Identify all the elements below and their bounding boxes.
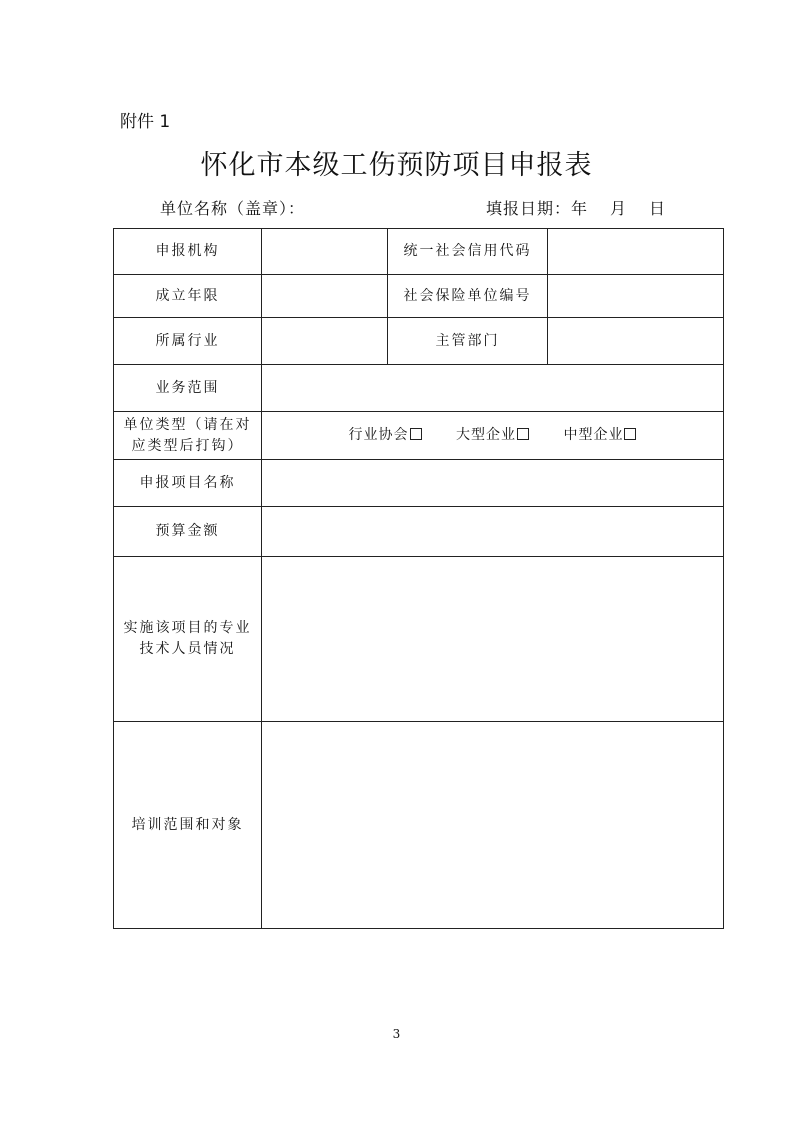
label-budget: 预算金额 xyxy=(114,507,262,557)
checkbox-large-enterprise[interactable] xyxy=(517,428,529,440)
option-medium-enterprise[interactable]: 中型企业 xyxy=(563,427,636,443)
label-training-scope: 培训范围和对象 xyxy=(114,722,262,929)
option-industry-association[interactable]: 行业协会 xyxy=(349,427,422,443)
table-row xyxy=(114,557,724,722)
label-credit-code: 统一社会信用代码 xyxy=(388,229,548,275)
label-applicant-org: 申报机构 xyxy=(114,229,262,275)
label-unit-type xyxy=(114,412,262,460)
month-label: 月 xyxy=(610,199,628,218)
table-row xyxy=(114,229,724,275)
field-technical-staff[interactable] xyxy=(262,557,724,722)
field-industry[interactable] xyxy=(262,318,388,365)
unit-type-options xyxy=(262,412,724,460)
field-social-insurance-number[interactable] xyxy=(548,275,724,318)
field-budget[interactable] xyxy=(262,507,724,557)
field-business-scope[interactable] xyxy=(262,365,724,412)
table-row xyxy=(114,365,724,412)
checkbox-medium-enterprise[interactable] xyxy=(624,428,636,440)
year-label: 年 xyxy=(571,199,589,218)
field-training-scope[interactable] xyxy=(262,722,724,929)
page-number: 3 xyxy=(392,1027,401,1041)
application-form-table xyxy=(113,228,724,929)
table-row xyxy=(114,460,724,507)
field-applicant-org[interactable] xyxy=(262,229,388,275)
unit-name-label: 单位名称（盖章）： xyxy=(160,199,306,218)
table-row xyxy=(114,275,724,318)
field-project-name[interactable] xyxy=(262,460,724,507)
label-social-insurance-number: 社会保险单位编号 xyxy=(388,275,548,318)
field-supervising-dept[interactable] xyxy=(548,318,724,365)
label-technical-staff-line2: 技术人员情况 xyxy=(139,641,236,657)
label-project-name: 申报项目名称 xyxy=(114,460,262,507)
label-technical-staff xyxy=(114,557,262,722)
table-row xyxy=(114,507,724,557)
label-unit-type-line2: 应类型后打钩） xyxy=(131,437,244,454)
fill-date-label: 填报日期： xyxy=(486,199,572,218)
label-supervising-dept: 主管部门 xyxy=(388,318,548,365)
label-business-scope: 业务范围 xyxy=(114,365,262,412)
day-label: 日 xyxy=(649,199,667,218)
field-established-years[interactable] xyxy=(262,275,388,318)
table-row xyxy=(114,722,724,929)
attachment-label: 附件 1 xyxy=(120,112,171,132)
label-industry: 所属行业 xyxy=(114,318,262,365)
field-credit-code[interactable] xyxy=(548,229,724,275)
label-technical-staff-line1: 实施该项目的专业 xyxy=(123,620,252,636)
fill-date xyxy=(486,196,666,219)
table-row xyxy=(114,412,724,460)
option-large-enterprise[interactable]: 大型企业 xyxy=(456,427,529,443)
label-established-years: 成立年限 xyxy=(114,275,262,318)
label-unit-type-line1: 单位类型（请在对 xyxy=(123,416,252,433)
table-row xyxy=(114,318,724,365)
form-title: 怀化市本级工伤预防项目申报表 xyxy=(200,150,593,181)
checkbox-industry-association[interactable] xyxy=(410,428,422,440)
